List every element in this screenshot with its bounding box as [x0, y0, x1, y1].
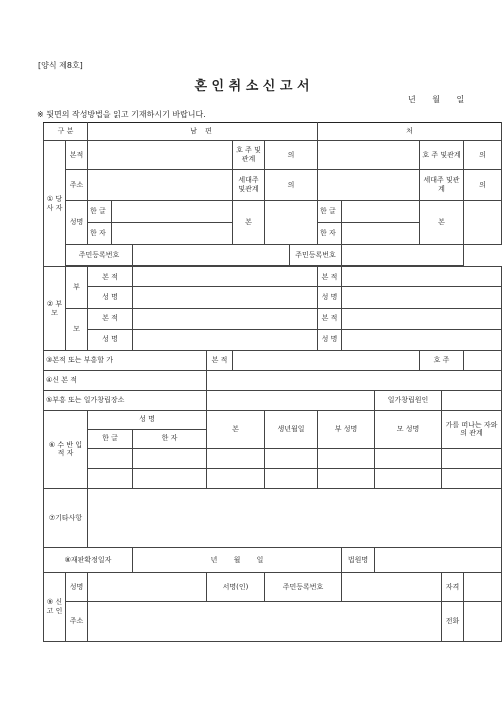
wife-mother-domicile-label: 본 적 — [318, 308, 342, 329]
row8-court-field[interactable] — [375, 547, 502, 572]
row3-domicile-label: 본 적 — [207, 350, 233, 370]
row6-entry2-father[interactable] — [318, 468, 375, 488]
wife-mother-domicile-field[interactable] — [342, 308, 502, 329]
row6-hangul-label: 한 글 — [88, 429, 133, 448]
row9-address-field[interactable] — [88, 601, 442, 641]
row6-entry2-relation[interactable] — [442, 468, 502, 488]
row8-court-label: 법원명 — [342, 547, 375, 572]
row6-entry2-hanja[interactable] — [133, 468, 207, 488]
husband-hoju-field[interactable]: 의 — [265, 140, 318, 170]
party-label: ① 당 사 자 — [44, 140, 66, 267]
row6-relation-label: 가를 떠나는 자와의 관계 — [442, 410, 502, 448]
row4-field[interactable] — [207, 370, 502, 390]
wife-father-name-field[interactable] — [342, 287, 502, 308]
wife-hanja-label: 한 자 — [318, 223, 342, 245]
mother-domicile-label: 본 적 — [88, 308, 133, 329]
row6-entry1-relation[interactable] — [442, 448, 502, 468]
husband-domicile-label: 본적 — [66, 140, 88, 170]
husband-hoju-label: 호 주 및관계 — [233, 140, 265, 170]
husband-resident-label: 주민등록번호 — [66, 245, 133, 266]
husband-domicile-field[interactable] — [88, 140, 233, 170]
row6-name-label: 성 명 — [88, 410, 207, 429]
parents-label: ② 부 모 — [44, 267, 66, 350]
husband-father-domicile-field[interactable] — [133, 267, 318, 287]
row6-hanja-label: 한 자 — [133, 429, 207, 448]
row7-field[interactable] — [88, 488, 502, 547]
wife-resident-label: 주민등록번호 — [290, 245, 342, 266]
row6-entry1-father[interactable] — [318, 448, 375, 468]
row7-label: ⑦기타사항 — [44, 488, 88, 547]
page-title: 혼 인 취 소 신 고 서 — [194, 79, 310, 94]
husband-mother-domicile-field[interactable] — [133, 308, 318, 329]
husband-origin-label: 본 — [233, 201, 265, 245]
row6-label: ⑥ 수 반 입 적 자 — [44, 410, 88, 488]
row6-birth-label: 생년월일 — [265, 410, 318, 448]
row6-entry1-hangul[interactable] — [88, 448, 133, 468]
row6-entry1-birth[interactable] — [265, 448, 318, 468]
col-category: 구 분 — [44, 123, 88, 141]
col-wife: 처 — [318, 123, 502, 141]
wife-origin-label: 본 — [420, 201, 464, 245]
father-domicile-label: 본 적 — [88, 267, 133, 287]
wife-origin-field[interactable] — [464, 201, 502, 245]
row9-phone-field[interactable] — [464, 601, 502, 641]
wife-mother-name-label: 성 명 — [318, 329, 342, 350]
row9-name-label: 성명 — [66, 573, 88, 601]
wife-householder-label: 세대주 및관계 — [420, 170, 464, 201]
row6-entry2-birth[interactable] — [265, 468, 318, 488]
husband-hangul-label: 한 글 — [88, 201, 112, 223]
row6-entry2-mother[interactable] — [375, 468, 442, 488]
name-label: 성명 — [66, 201, 88, 245]
row9-qualification-label: 자격 — [442, 573, 464, 601]
row9-label: ⑨ 신 고 인 — [44, 573, 66, 642]
row6-entry2-hangul[interactable] — [88, 468, 133, 488]
husband-address-field[interactable] — [88, 170, 233, 201]
row3-hoju-field[interactable] — [464, 350, 502, 370]
wife-hoju-field[interactable]: 의 — [464, 140, 502, 170]
report-date[interactable]: 년 월 일 — [408, 95, 465, 104]
row6-origin-label: 본 — [207, 410, 265, 448]
row5-reason-field[interactable] — [442, 390, 502, 410]
mother-name-label: 성 명 — [88, 329, 133, 350]
father-name-label: 성 명 — [88, 287, 133, 308]
wife-father-name-label: 성 명 — [318, 287, 342, 308]
instruction-note: ※ 뒷면의 작성방법을 읽고 기재하시기 바랍니다. — [37, 110, 206, 119]
row6-father-label: 부 성명 — [318, 410, 375, 448]
row5-place-field[interactable] — [207, 390, 375, 410]
wife-hangul-label: 한 글 — [318, 201, 342, 223]
row9-name-field[interactable] — [88, 573, 207, 601]
row9-phone-label: 전화 — [442, 601, 464, 641]
wife-father-domicile-field[interactable] — [342, 267, 502, 287]
wife-hoju-label: 호 주 및관계 — [420, 140, 464, 170]
row6-entry1-origin[interactable] — [207, 448, 265, 468]
row6-entry1-mother[interactable] — [375, 448, 442, 468]
wife-father-domicile-label: 본 적 — [318, 267, 342, 287]
row6-mother-label: 모 성명 — [375, 410, 442, 448]
row6-entry1-hanja[interactable] — [133, 448, 207, 468]
row6-entry2-origin[interactable] — [207, 468, 265, 488]
father-label: 부 — [66, 267, 88, 308]
row8-label: ⑧재판확정일자 — [44, 547, 133, 572]
row3-label: ③본적 또는 부흥할 가 — [44, 350, 207, 370]
mother-label: 모 — [66, 308, 88, 350]
row9-qualification-field[interactable] — [464, 573, 502, 601]
husband-hangul-field[interactable] — [112, 201, 233, 223]
row9-resident-field[interactable] — [342, 573, 442, 601]
row5-reason-label: 일가창립원인 — [375, 390, 442, 410]
row3-domicile-field[interactable] — [233, 350, 420, 370]
husband-resident-field[interactable] — [133, 245, 290, 266]
row9-address-label: 주소 — [66, 601, 88, 641]
husband-address-label: 주소 — [66, 170, 88, 201]
husband-hanja-label: 한 자 — [88, 223, 112, 245]
wife-hangul-field[interactable] — [342, 201, 420, 223]
husband-hanja-field[interactable] — [112, 223, 233, 245]
form-number: [양식 제8호] — [38, 61, 83, 70]
col-husband: 남 편 — [88, 123, 318, 141]
wife-householder-field[interactable]: 의 — [464, 170, 502, 201]
wife-hanja-field[interactable] — [342, 223, 420, 245]
row5-label: ⑤부흥 또는 일가창립장소 — [44, 390, 207, 410]
husband-householder-label: 세대주 및관계 — [233, 170, 265, 201]
row3-hoju-label: 호 주 — [420, 350, 464, 370]
row4-label: ④신 본 적 — [44, 370, 207, 390]
row8-date-field[interactable]: 년 월 일 — [133, 547, 342, 572]
husband-mother-name-field[interactable] — [133, 329, 318, 350]
husband-father-name-field[interactable] — [133, 287, 318, 308]
husband-origin-field[interactable] — [265, 201, 318, 245]
wife-mother-name-field[interactable] — [342, 329, 502, 350]
wife-resident-field[interactable] — [342, 245, 464, 266]
cancellation-form-table — [43, 122, 502, 642]
wife-domicile-field[interactable] — [318, 140, 420, 170]
wife-address-field[interactable] — [318, 170, 420, 201]
row9-sign-field[interactable]: 서명(인) — [207, 573, 265, 601]
husband-householder-field[interactable]: 의 — [265, 170, 318, 201]
row9-resident-label: 주민등록번호 — [265, 573, 342, 601]
